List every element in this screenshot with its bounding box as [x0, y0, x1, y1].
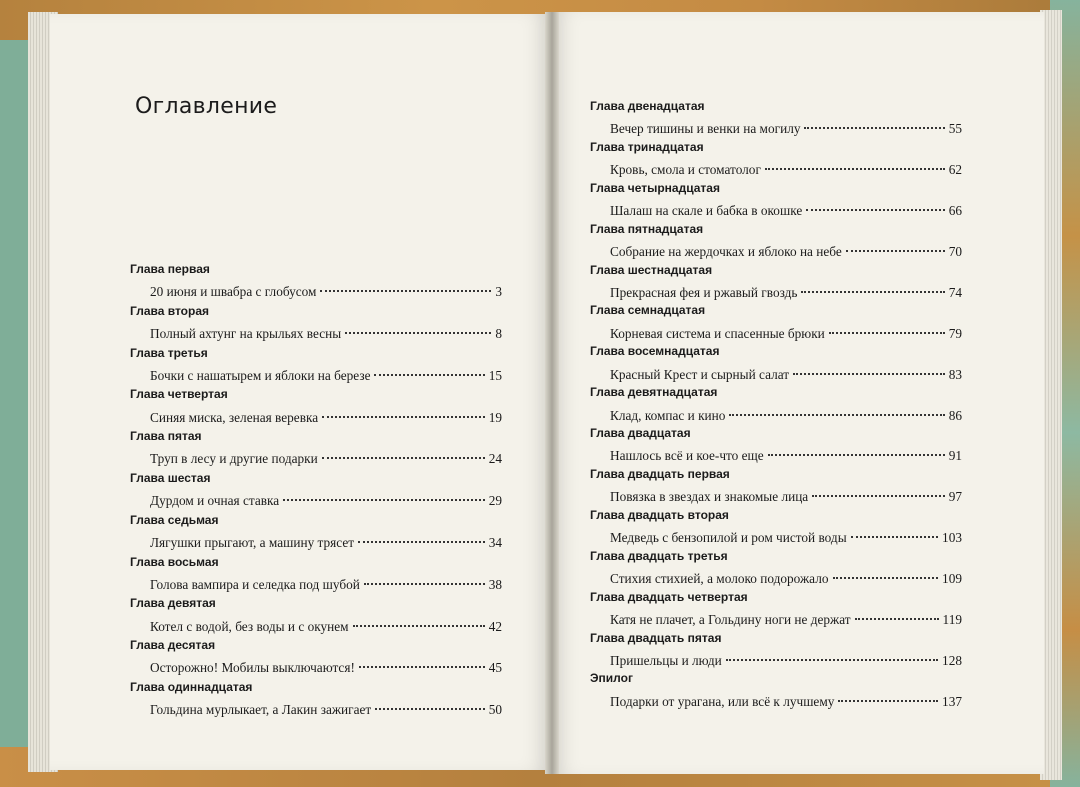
chapter-page-number: 42: [488, 618, 502, 634]
chapter-line: [590, 486, 962, 505]
dot-leader: [806, 196, 944, 211]
dot-leader: [320, 277, 491, 292]
dot-leader: [838, 686, 938, 701]
dot-leader: [793, 359, 945, 374]
chapter-label: Глава восемнадцатая: [590, 344, 720, 359]
toc-entry: [590, 181, 962, 222]
chapter-label: Глава пятнадцатая: [590, 221, 704, 236]
dot-leader: [322, 402, 485, 417]
toc-entry: [590, 140, 962, 181]
dot-leader: [765, 155, 945, 170]
toc-entry: [590, 344, 962, 385]
toc-entry: [590, 631, 962, 672]
chapter-page-number: 86: [948, 407, 962, 423]
chapter-page-number: 91: [948, 448, 962, 464]
chapter-page-number: 119: [942, 611, 962, 627]
chapter-line: [130, 574, 502, 593]
chapter-page-number: 55: [948, 121, 962, 137]
chapter-page-number: 70: [948, 243, 962, 259]
chapter-label: Глава третья: [130, 345, 208, 360]
chapter-line: [130, 490, 502, 509]
toc-entry: [590, 549, 962, 590]
chapter-title: Вечер тишины и венки на могилу: [610, 121, 801, 137]
chapter-page-number: 45: [488, 660, 502, 676]
toc-entry: [130, 262, 502, 304]
chapter-label: Глава десятая: [130, 638, 216, 653]
chapter-page-number: 34: [488, 535, 502, 551]
chapter-line: [590, 282, 962, 301]
toc-entry: [130, 638, 502, 680]
chapter-label: Глава вторая: [130, 303, 210, 318]
chapter-title: Красный Крест и сырный салат: [610, 366, 790, 382]
dot-leader: [801, 278, 944, 293]
chapter-line: [590, 650, 962, 669]
chapter-page-number: 15: [488, 367, 502, 383]
chapter-label: Глава двадцать пятая: [590, 630, 722, 645]
chapter-title: Стихия стихией, а молоко подорожало: [610, 571, 829, 587]
dot-leader: [851, 523, 938, 538]
chapter-line: [590, 690, 962, 709]
book-gutter: [545, 12, 559, 774]
chapter-label: Глава четырнадцатая: [590, 180, 720, 195]
chapter-label: Глава шестая: [130, 470, 211, 485]
chapter-label: Глава пятая: [130, 429, 202, 444]
chapter-title: 20 июня и швабра с глобусом: [150, 284, 317, 300]
chapter-line: [590, 118, 962, 137]
chapter-page-number: 97: [948, 489, 962, 505]
chapter-line: [590, 445, 962, 464]
dot-leader: [358, 528, 485, 543]
chapter-title: Нашлось всё и кое-что еще: [610, 448, 764, 464]
chapter-title: Прекрасная фея и ржавый гвоздь: [610, 284, 798, 300]
dot-leader: [359, 653, 485, 668]
dot-leader: [812, 482, 944, 497]
toc-entry: [590, 303, 962, 344]
toc-entry: [130, 429, 502, 471]
chapter-page-number: 109: [942, 571, 962, 587]
toc-entry: [130, 680, 502, 722]
chapter-page-number: 8: [495, 326, 502, 342]
chapter-label: Глава тринадцатая: [590, 139, 704, 154]
chapter-label: Глава двадцать вторая: [590, 507, 729, 522]
chapter-line: [590, 609, 962, 628]
chapter-title: Клад, компас и кино: [610, 407, 726, 423]
toc-entry: [130, 304, 502, 346]
chapter-line: [130, 657, 502, 676]
chapter-page-number: 38: [488, 576, 502, 592]
chapter-title: Кровь, смола и стоматолог: [610, 162, 761, 178]
chapter-page-number: 79: [948, 325, 962, 341]
chapter-title: Повязка в звездах и знакомые лица: [610, 489, 809, 505]
chapter-label: Глава семнадцатая: [590, 303, 706, 318]
chapter-line: [130, 448, 502, 467]
chapter-page-number: 29: [488, 493, 502, 509]
toc-entry: [130, 346, 502, 388]
chapter-page-number: 19: [488, 409, 502, 425]
dot-leader: [345, 319, 491, 334]
chapter-label: Глава двадцать первая: [590, 467, 730, 482]
chapter-title: Осторожно! Мобилы выключаются!: [150, 660, 355, 676]
chapter-label: Глава четвертая: [130, 387, 228, 402]
toc-entry: [130, 555, 502, 597]
chapter-page-number: 66: [948, 203, 962, 219]
chapter-title: Катя не плачет, а Гольдину ноги не держат: [610, 611, 851, 627]
toc-entry: [590, 99, 962, 140]
toc-entry: [590, 467, 962, 508]
dot-leader: [768, 441, 945, 456]
chapter-title: Лягушки прыгают, а машину трясет: [150, 535, 355, 551]
chapter-label: Глава шестнадцатая: [590, 262, 713, 277]
chapter-line: [590, 322, 962, 341]
chapter-label: Глава одиннадцатая: [130, 679, 253, 694]
dot-leader: [364, 570, 485, 585]
toc-entry: [590, 671, 962, 712]
dot-leader: [375, 695, 484, 710]
chapter-line: [590, 404, 962, 423]
chapter-label: Эпилог: [590, 671, 633, 686]
chapter-label: Глава девятнадцатая: [590, 385, 718, 400]
toc-title: Оглавление: [135, 94, 278, 119]
chapter-label: Глава девятая: [130, 596, 216, 611]
chapter-line: [590, 241, 962, 260]
chapter-line: [590, 527, 962, 546]
chapter-line: [130, 699, 502, 718]
toc-entry: [590, 385, 962, 426]
chapter-page-number: 83: [948, 366, 962, 382]
chapter-title: Бочки с нашатырем и яблоки на березе: [150, 367, 371, 383]
chapter-line: [130, 532, 502, 551]
chapter-line: [130, 365, 502, 384]
chapter-title: Медведь с бензопилой и ром чистой воды: [610, 530, 847, 546]
chapter-page-number: 128: [942, 652, 962, 668]
chapter-line: [590, 363, 962, 382]
chapter-page-number: 3: [495, 284, 502, 300]
chapter-line: [130, 406, 502, 425]
chapter-line: [590, 200, 962, 219]
chapter-label: Глава двадцатая: [590, 426, 691, 441]
toc-entry: [590, 426, 962, 467]
chapter-page-number: 74: [948, 284, 962, 300]
dot-leader: [833, 564, 939, 579]
dot-leader: [322, 444, 485, 459]
chapter-title: Шалаш на скале и бабка в окошке: [610, 203, 803, 219]
dot-leader: [855, 605, 939, 620]
dot-leader: [374, 361, 484, 376]
chapter-title: Синяя миска, зеленая веревка: [150, 409, 319, 425]
chapter-title: Гольдина мурлыкает, а Лакин зажигает: [150, 702, 372, 718]
chapter-title: Голова вампира и селедка под шубой: [150, 576, 360, 592]
chapter-page-number: 24: [488, 451, 502, 467]
chapter-page-number: 62: [948, 162, 962, 178]
toc-column-left: [130, 262, 502, 722]
toc-entry: [590, 508, 962, 549]
chapter-title: Собрание на жердочках и яблоко на небе: [610, 243, 842, 259]
chapter-line: [590, 159, 962, 178]
toc-entry: [130, 387, 502, 429]
chapter-line: [130, 281, 502, 300]
chapter-title: Труп в лесу и другие подарки: [150, 451, 318, 467]
chapter-title: Пришельцы и люди: [610, 652, 722, 668]
dot-leader: [283, 486, 485, 501]
chapter-title: Подарки от урагана, или всё к лучшему: [610, 693, 835, 709]
chapter-title: Корневая система и спасенные брюки: [610, 325, 825, 341]
toc-column-right: [590, 99, 962, 712]
chapter-line: [130, 323, 502, 342]
chapter-line: [590, 568, 962, 587]
chapter-label: Глава двадцать третья: [590, 548, 728, 563]
chapter-label: Глава двадцать четвертая: [590, 589, 748, 604]
chapter-title: Дурдом и очная ставка: [150, 493, 280, 509]
toc-entry: [130, 596, 502, 638]
dot-leader: [726, 646, 938, 661]
dot-leader: [729, 400, 944, 415]
toc-entry: [590, 222, 962, 263]
chapter-label: Глава двенадцатая: [590, 99, 705, 113]
chapter-page-number: 103: [942, 530, 962, 546]
chapter-title: Котел с водой, без воды и с окунем: [150, 618, 349, 634]
toc-entry: [590, 590, 962, 631]
toc-entry: [130, 513, 502, 555]
toc-entry: [590, 263, 962, 304]
chapter-line: [130, 615, 502, 634]
dot-leader: [829, 318, 945, 333]
chapter-title: Полный ахтунг на крыльях весны: [150, 326, 342, 342]
chapter-page-number: 137: [942, 693, 962, 709]
chapter-label: Глава первая: [130, 262, 210, 276]
chapter-label: Глава седьмая: [130, 512, 219, 527]
dot-leader: [353, 611, 485, 626]
toc-entry: [130, 471, 502, 513]
chapter-page-number: 50: [488, 702, 502, 718]
dot-leader: [846, 237, 945, 252]
chapter-label: Глава восьмая: [130, 554, 219, 569]
dot-leader: [804, 114, 944, 129]
